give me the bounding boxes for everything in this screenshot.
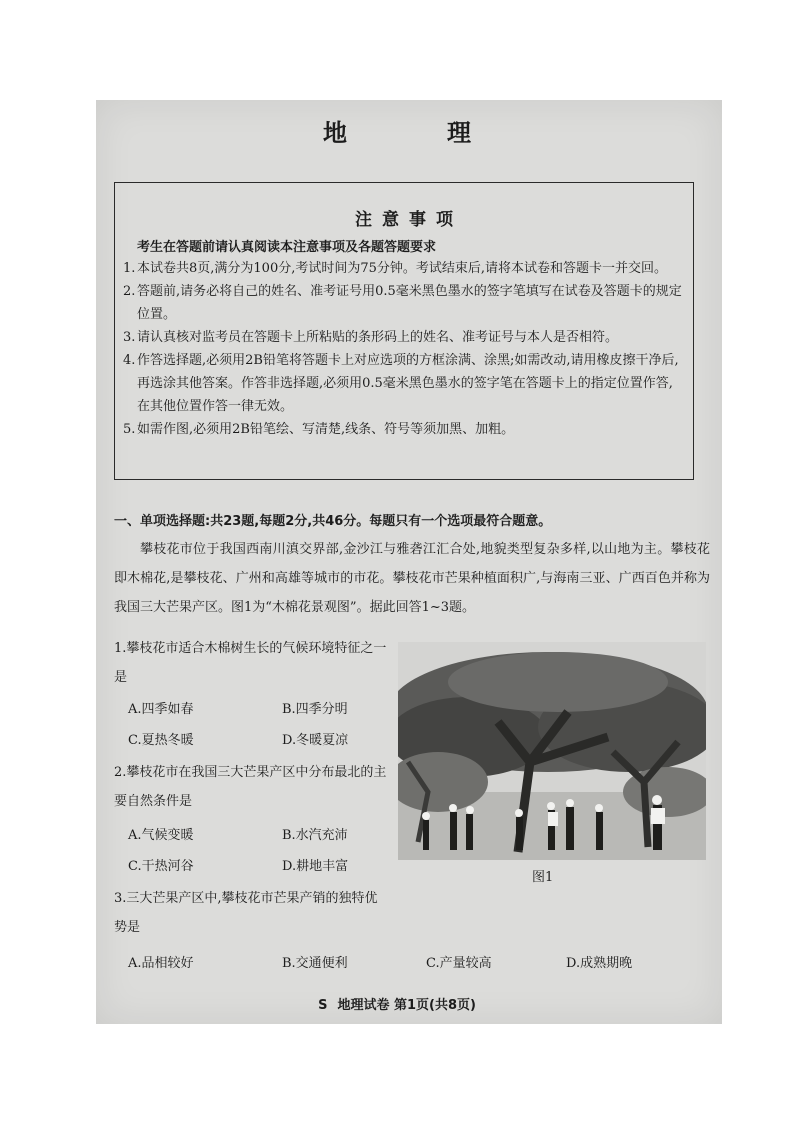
- question-intro: 攀枝花市位于我国西南川滇交界部,金沙江与雅砻江汇合处,地貌类型复杂多样,以山地为主。攀枝花即木棉花,是攀枝花、广州和高雄等城市的市花。攀枝花市芒果种植面积广,与海南三亚、广西百色并称为我国三大芒果产区。图1为“木棉花景观图”。据此回答1~3题。: [114, 542, 710, 615]
- question-2: [114, 758, 388, 816]
- notice-item: 3. 请认真核对监考员在答题卡上所粘贴的条形码上的姓名、准考证号与本人是否相符。: [123, 330, 619, 345]
- kapok-tree-image: [398, 642, 706, 860]
- notice-box: [114, 182, 694, 480]
- question-1: [114, 634, 388, 692]
- option-c[interactable]: C.夏热冬暖: [128, 733, 194, 748]
- option-b[interactable]: B.四季分明: [282, 702, 348, 717]
- footer-page-info: 地理试卷 第1页(共8页): [337, 998, 476, 1013]
- notice-requirement: 考生在答题前请认真阅读本注意事项及各题答题要求: [137, 240, 437, 255]
- option-a[interactable]: A.气候变暖: [128, 828, 194, 843]
- footer-mark: S: [318, 998, 328, 1013]
- option-d[interactable]: D.成熟期晚: [566, 956, 633, 971]
- option-d[interactable]: D.耕地丰富: [282, 859, 349, 874]
- page-footer: [0, 994, 794, 1013]
- option-c[interactable]: C.干热河谷: [128, 859, 194, 874]
- question-3: [114, 884, 388, 942]
- notice-item: 1. 本试卷共8页,满分为100分,考试时间为75分钟。考试结束后,请将本试卷和答题卡一并交回。: [123, 261, 668, 276]
- notice-item: 2. 答题前,请务必将自己的姓名、准考证号用0.5毫米黑色墨水的签字笔填写在试卷及答题卡的规定位置。: [123, 284, 682, 322]
- option-b[interactable]: B.水汽充沛: [282, 828, 348, 843]
- option-d[interactable]: D.冬暖夏凉: [282, 733, 349, 748]
- page-title: 地 理: [323, 119, 509, 147]
- question-stem: 2.攀枝花市在我国三大芒果产区中分布最北的主要自然条件是: [114, 765, 387, 809]
- question-stem: 3.三大芒果产区中,攀枝花市芒果产销的独特优势是: [114, 891, 378, 935]
- option-c[interactable]: C.产量较高: [426, 956, 492, 971]
- kapok-tree-photo: [398, 642, 706, 860]
- notice-item: 5. 如需作图,必须用2B铅笔绘、写清楚,线条、符号等须加黑、加粗。: [123, 422, 515, 437]
- figure-caption: 图1: [532, 870, 554, 885]
- section-heading: 一、单项选择题:共23题,每题2分,共46分。每题只有一个选项最符合题意。: [114, 514, 552, 529]
- notice-list: [123, 257, 683, 441]
- notice-title: 注意事项: [355, 210, 463, 230]
- option-a[interactable]: A.四季如春: [128, 702, 194, 717]
- option-a[interactable]: A.品相较好: [128, 956, 194, 971]
- option-b[interactable]: B.交通便利: [282, 956, 348, 971]
- question-stem: 1.攀枝花市适合木棉树生长的气候环境特征之一是: [114, 641, 387, 685]
- notice-item: 4. 作答选择题,必须用2B铅笔将答题卡上对应选项的方框涂满、涂黑;如需改动,请用橡皮擦干净后,再选涂其他答案。作答非选择题,必须用0.5毫米黑色墨水的签字笔在答题卡上的指定位置作答,在其他位置作答一律无效。: [123, 353, 679, 414]
